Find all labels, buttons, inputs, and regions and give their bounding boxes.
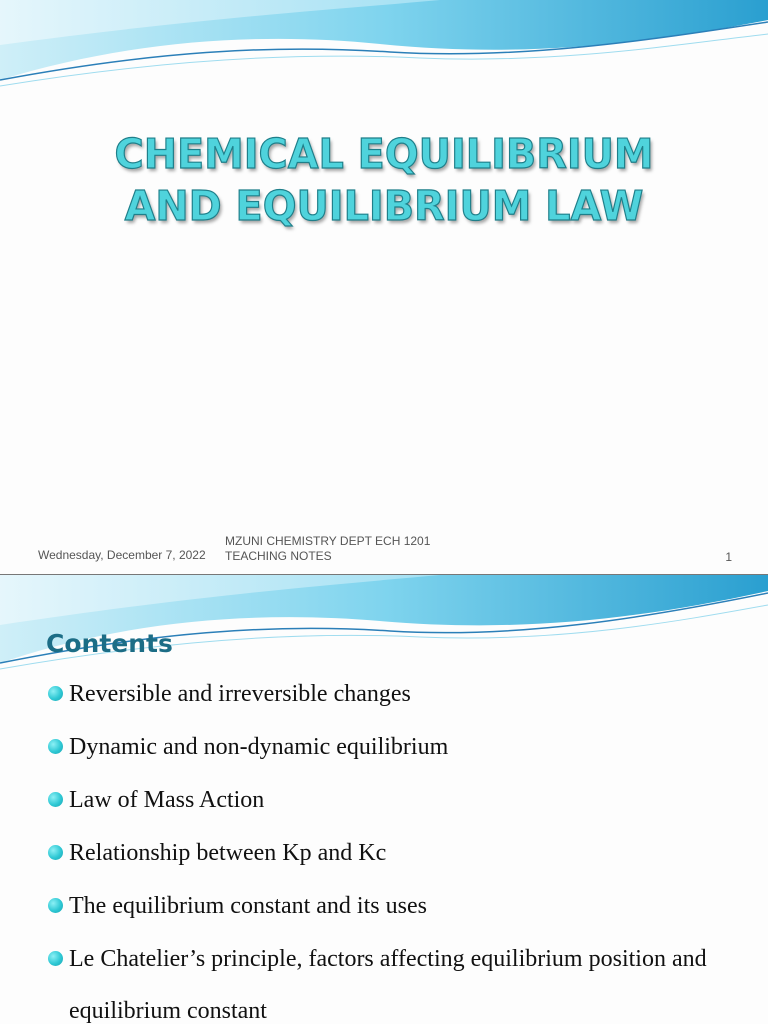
wave-header-graphic — [0, 0, 768, 100]
footer-course: MZUNI CHEMISTRY DEPT ECH 1201 TEACHING NOTES — [225, 534, 431, 563]
contents-heading: Contents — [46, 629, 173, 658]
list-item-text: Dynamic and non-dynamic equilibrium — [69, 734, 449, 760]
list-item-text: The equilibrium constant and its uses — [69, 893, 427, 919]
list-item-text: Law of Mass Action — [69, 787, 265, 813]
bullet-icon — [48, 739, 63, 754]
slide-title-line1: CHEMICAL EQUILIBRIUM — [114, 130, 654, 178]
slide-title — [12, 128, 757, 232]
list-item — [0, 734, 768, 760]
list-item — [0, 933, 768, 1024]
contents-slide — [0, 575, 768, 1024]
list-item — [0, 681, 768, 707]
bullet-icon — [48, 792, 63, 807]
bullet-icon — [48, 686, 63, 701]
footer-date: Wednesday, December 7, 2022 — [38, 548, 206, 562]
list-item — [0, 893, 768, 919]
list-item — [0, 787, 768, 813]
bullet-icon — [48, 845, 63, 860]
bullet-icon — [48, 898, 63, 913]
slide-title-line2: AND EQUILIBRIUM LAW — [124, 182, 644, 230]
list-item-text: Relationship between Kp and Kc — [69, 840, 387, 866]
wave-header-graphic — [0, 575, 768, 675]
bullet-icon — [48, 951, 63, 966]
list-item-text: Reversible and irreversible changes — [69, 681, 411, 707]
list-item — [0, 840, 768, 866]
contents-list — [0, 681, 768, 1024]
list-item-text: Le Chatelier’s principle, factors affecting equilibrium position and equilibrium constant — [69, 946, 707, 1024]
page-number: 1 — [725, 550, 732, 564]
